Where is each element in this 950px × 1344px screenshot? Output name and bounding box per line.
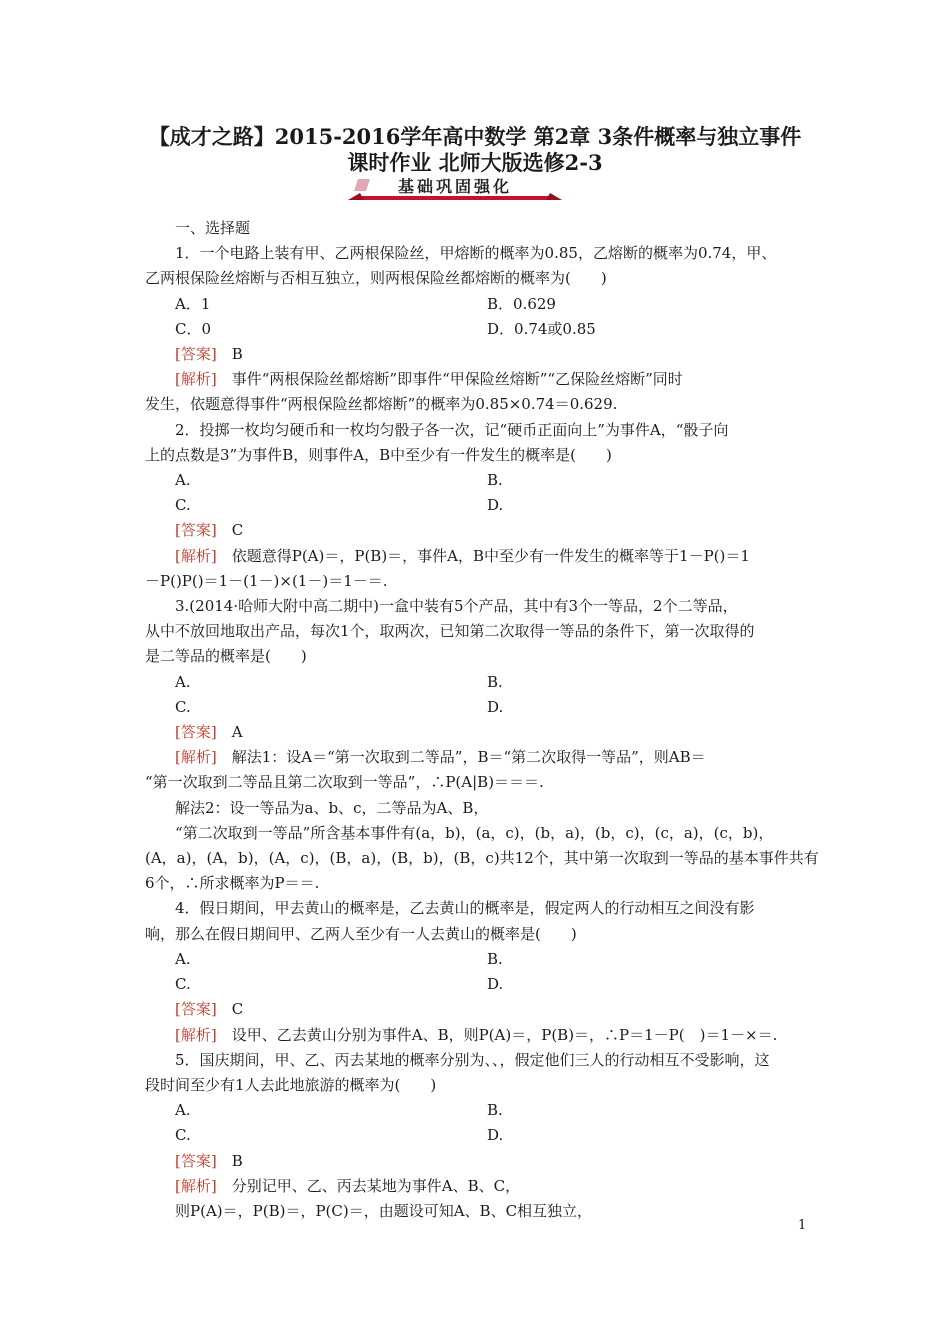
options-row [145, 292, 810, 317]
answer-value: C [231, 521, 244, 540]
answer-value: C [231, 1000, 244, 1019]
analysis-text: 解法1：设A＝“第一次取到二等品”，B＝“第二次取得一等品”，则AB＝ [231, 748, 706, 767]
options-row [145, 493, 810, 518]
option-d: D. [487, 1126, 504, 1145]
option-a: A. [175, 672, 191, 691]
analysis-text: “第一次取到二等品且第二次取到一等品”，∴P(A|B)＝＝＝. [145, 773, 544, 792]
option-a: A. [175, 949, 191, 968]
analysis-tag: [解析] [175, 370, 217, 389]
option-b: B. [487, 949, 503, 968]
option-c: C. [175, 975, 191, 994]
analysis-line [145, 367, 810, 392]
option-d: D．0.74或0.85 [487, 319, 596, 338]
document-title-line2: 课时作业 北师大版选修2-3 [347, 150, 603, 175]
analysis-text: 解法2：设一等品为a、b、c，二等品为A、B， [175, 798, 489, 817]
option-b: B．0.629 [487, 294, 556, 313]
banner-label: 基础巩固强化 [397, 177, 512, 196]
page-number: 1 [798, 1218, 807, 1233]
analysis-line [145, 1023, 810, 1048]
analysis-text: 则P(A)＝，P(B)＝，P(C)＝，由题设可知A、B、C相互独立， [175, 1201, 593, 1220]
document-title-line1: 【成才之路】2015-2016学年高中数学 第2章 3条件概率与独立事件 [148, 124, 802, 149]
options-row [145, 670, 810, 695]
analysis-text: 依题意得P(A)＝，P(B)＝，事件A，B中至少有一件发生的概率等于1－P()＝1 [231, 546, 750, 565]
section-banner [340, 176, 570, 202]
answer-tag: [答案] [175, 1151, 217, 1170]
question-4 [145, 896, 810, 1047]
option-d: D. [487, 697, 504, 716]
question-text: 响，那么在假日期间甲、乙两人至少有一人去黄山的概率是( ) [145, 924, 577, 943]
question-text: 乙两根保险丝熔断与否相互独立，则两根保险丝都熔断的概率为( ) [145, 269, 607, 288]
question-text: 1．一个电路上装有甲、乙两根保险丝，甲熔断的概率为0.85，乙熔断的概率为0.74，甲、 [175, 244, 777, 263]
question-5 [145, 1048, 810, 1224]
analysis-line [145, 1174, 810, 1199]
answer-value: A [231, 723, 243, 742]
analysis-tag: [解析] [175, 1176, 217, 1195]
question-text: 上的点数是3”为事件B，则事件A，B中至少有一件发生的概率是( ) [145, 445, 612, 464]
question-text: 是二等品的概率是( ) [145, 647, 307, 666]
answer-tag: [答案] [175, 723, 217, 742]
options-row [145, 1123, 810, 1148]
answer-value: B [231, 345, 243, 364]
answer-tag: [答案] [175, 521, 217, 540]
answer-tag: [答案] [175, 1000, 217, 1019]
document-body [145, 216, 819, 1224]
question-text: 5．国庆期间，甲、乙、丙去某地的概率分别为、、，假定他们三人的行动相互不受影响，这 [175, 1050, 770, 1069]
option-c: C. [175, 697, 191, 716]
option-d: D. [487, 975, 504, 994]
section-heading: 一、选择题 [175, 219, 251, 237]
analysis-text: 设甲、乙去黄山分别为事件A、B，则P(A)＝，P(B)＝，∴P＝1－P( )＝1－×＝. [231, 1025, 778, 1044]
answer-line [145, 997, 810, 1022]
option-c: C．0 [175, 319, 212, 338]
answer-line [145, 518, 810, 543]
question-text: 从中不放回地取出产品，每次1个，取两次，已知第二次取得一等品的条件下，第一次取得的 [145, 622, 755, 641]
analysis-text: －P()P()＝1－(1－)×(1－)＝1－＝. [145, 571, 388, 590]
analysis-tag: [解析] [175, 1025, 217, 1044]
options-row [145, 1098, 810, 1123]
analysis-text: 发生，依题意得事件“两根保险丝都熔断”的概率为0.85×0.74＝0.629. [145, 395, 618, 414]
option-c: C. [175, 496, 191, 515]
option-a: A. [175, 471, 191, 490]
analysis-line [145, 544, 810, 569]
analysis-tag: [解析] [175, 748, 217, 767]
option-a: A．1 [175, 294, 211, 313]
question-text: 2．投掷一枚均匀硬币和一枚均匀骰子各一次，记“硬币正面向上”为事件A，“骰子向 [175, 420, 729, 439]
question-3 [145, 594, 819, 896]
option-b: B. [487, 672, 503, 691]
option-d: D. [487, 496, 504, 515]
option-b: B. [487, 471, 503, 490]
analysis-text: “第二次取到一等品”所含基本事件有(a，b)，(a，c)，(b，a)，(b，c)，(c，a)，(c，b)， [175, 823, 774, 842]
options-row [145, 317, 810, 342]
options-row [145, 468, 810, 493]
question-text: 段时间至少有1人去此地旅游的概率为( ) [145, 1075, 437, 1094]
option-a: A. [175, 1101, 191, 1120]
question-text: 4．假日期间，甲去黄山的概率是，乙去黄山的概率是，假定两人的行动相互之间没有影 [175, 899, 755, 918]
answer-line [145, 720, 810, 745]
options-row [145, 947, 810, 972]
question-1 [145, 241, 810, 417]
analysis-text: (A，a)，(A，b)，(A，c)，(B，a)，(B，b)，(B，c)共12个，其中第一次取到一等品的基本事件共有 [145, 849, 819, 868]
options-row [145, 972, 810, 997]
analysis-tag: [解析] [175, 546, 217, 565]
analysis-text: 事件“两根保险丝都熔断”即事件“甲保险丝熔断”“乙保险丝熔断”同时 [231, 370, 683, 389]
answer-tag: [答案] [175, 345, 217, 364]
question-2 [145, 418, 810, 594]
option-b: B. [487, 1101, 503, 1120]
question-text: 3.(2014·哈师大附中高二期中)一盒中装有5个产品，其中有3个一等品，2个二等品， [175, 597, 738, 616]
options-row [145, 695, 810, 720]
answer-line [145, 342, 810, 367]
analysis-line [145, 745, 810, 770]
answer-line [145, 1149, 810, 1174]
analysis-text: 分别记甲、乙、丙去某地为事件A、B、C， [231, 1176, 521, 1195]
analysis-text: 6个，∴所求概率为P＝＝. [145, 874, 320, 893]
option-c: C. [175, 1126, 191, 1145]
answer-value: B [231, 1151, 243, 1170]
